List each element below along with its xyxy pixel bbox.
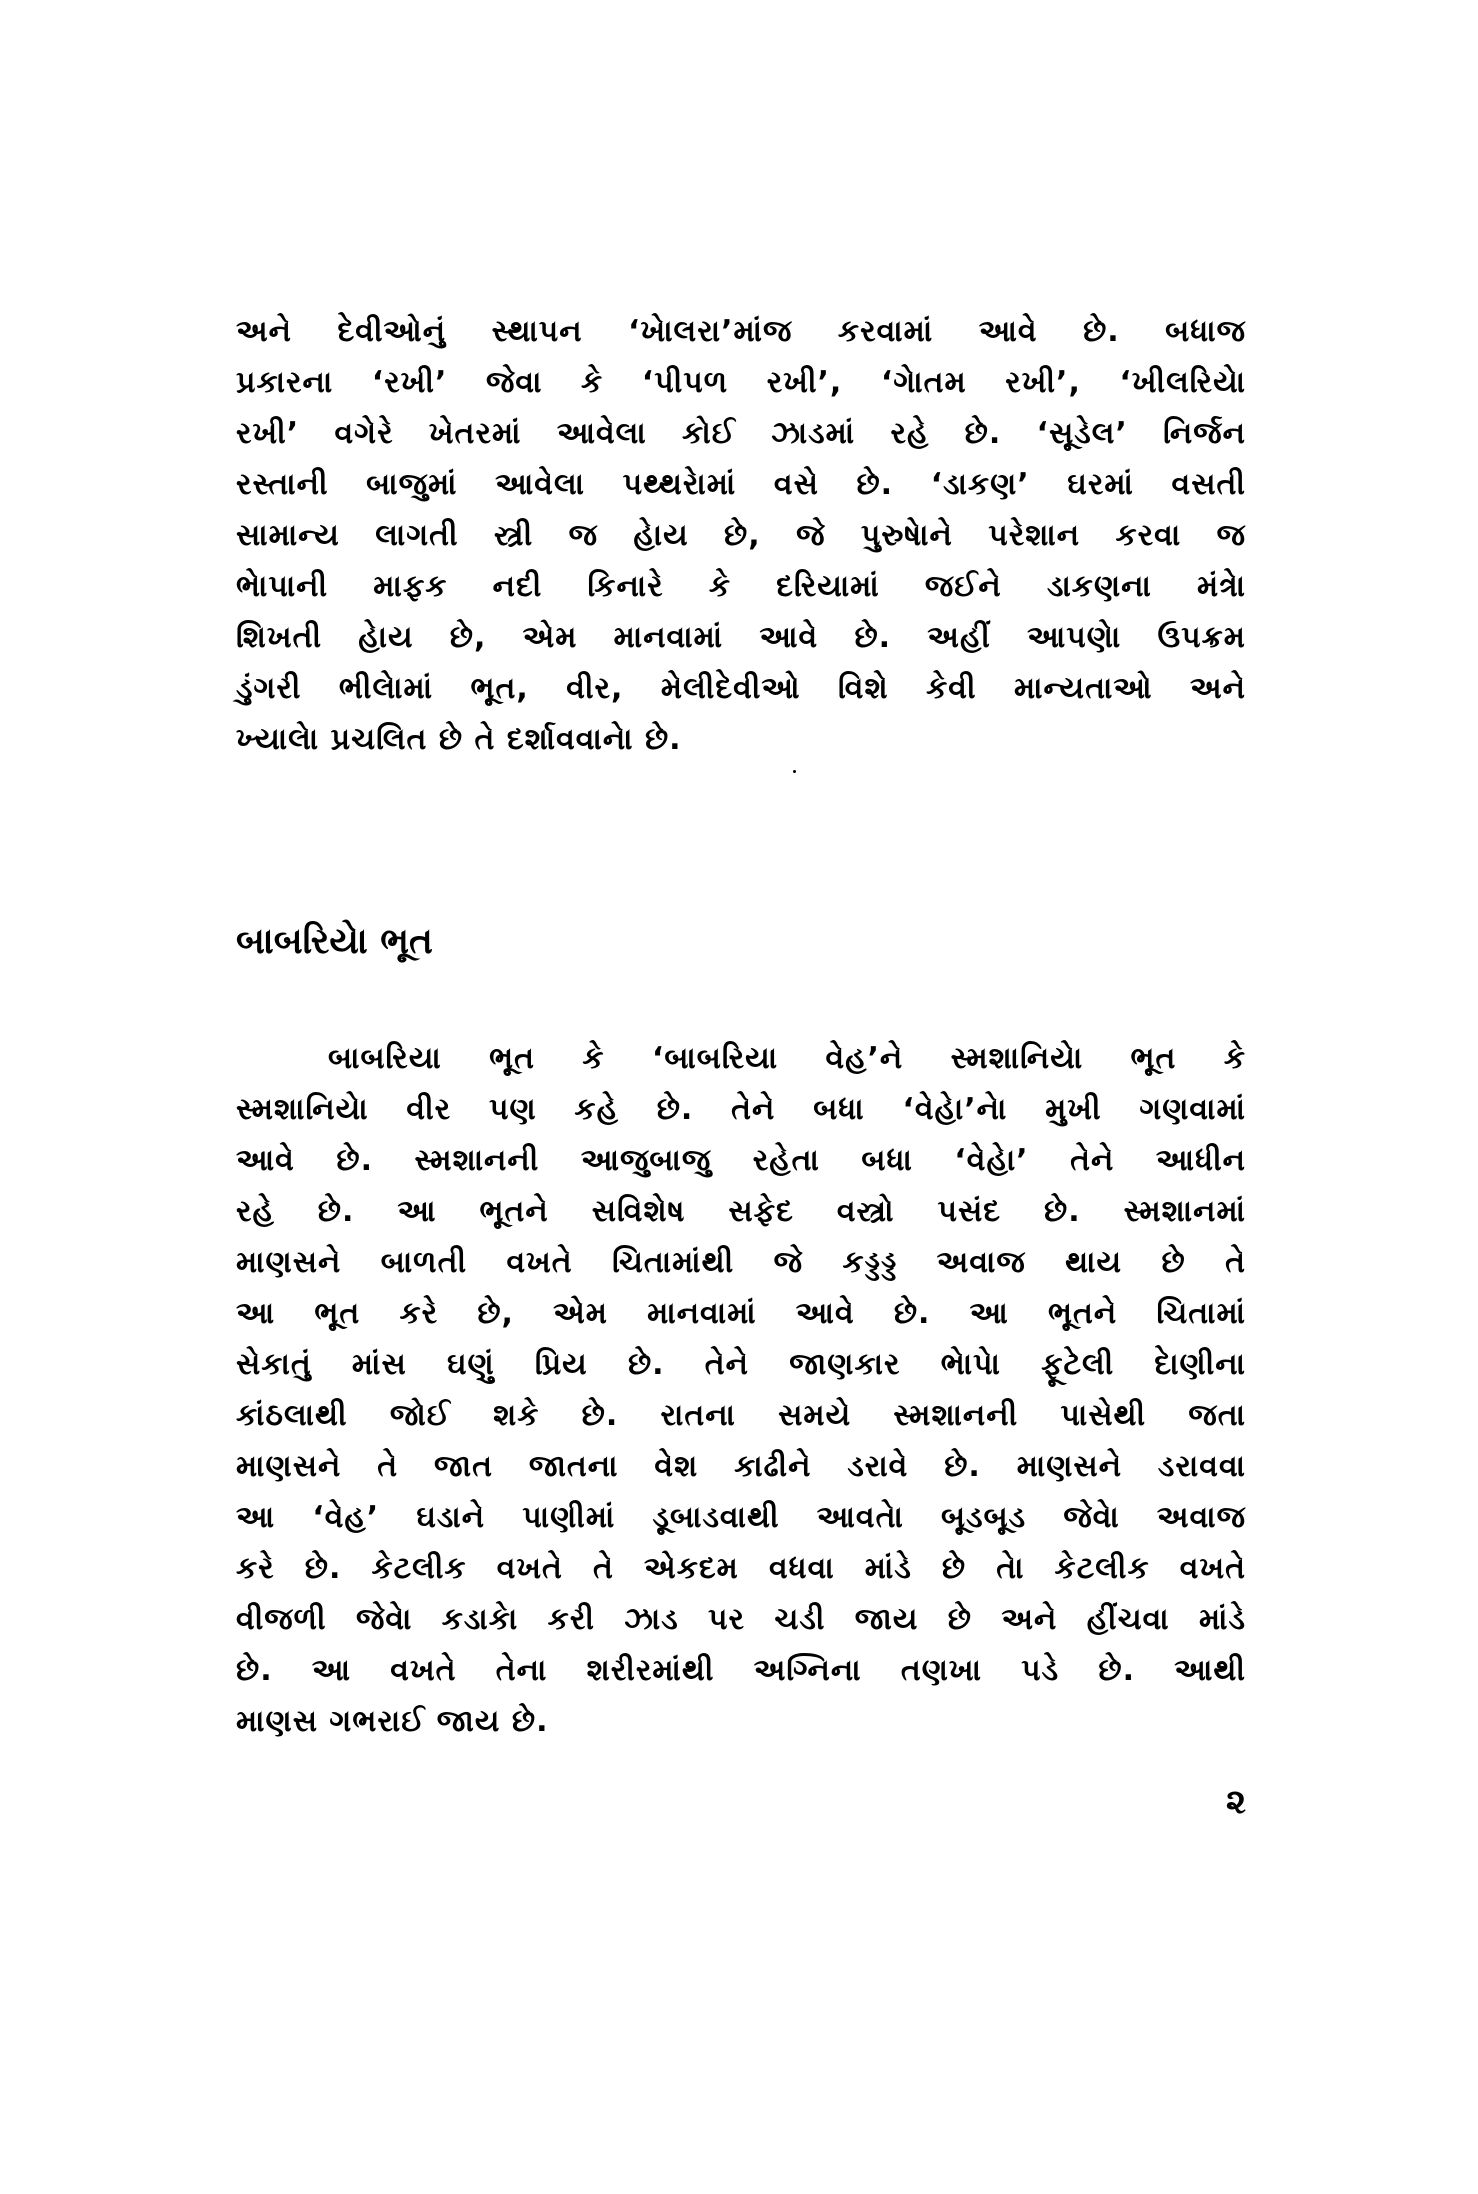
- body-line-8: કાંઠલાથી જોઈ શકે છે. રાતના સમયે સ્મશાનની પાસેથી જતા: [236, 1398, 1246, 1433]
- body-line-14: માણસ ગભરાઈ જાય છે.: [236, 1704, 549, 1739]
- body-line-2: સ્મશાનિયેા વીર પણ કહે છે. તેને બધા ‘વેહેા’નેા મુખી ગણવામાં: [236, 1092, 1246, 1127]
- section-heading: બાબરિયેા ભૂત: [236, 921, 433, 962]
- body-line-10: આ ‘વેહ’ ઘડાને પાણીમાં ડૂબાડવાથી આવતેા બૂડબૂડ જેવેા અવાજ: [236, 1500, 1246, 1535]
- intro-line-8: ડુંગરી ભીલેામાં ભૂત, વીર, મેલીદેવીઓ વિશે કેવી માન્યતાઓ અને: [236, 671, 1246, 706]
- intro-line-1: અને દેવીઓનું સ્થાપન ‘ખેાલરા’માંજ કરવામાં આવે છે. બધાજ: [236, 314, 1246, 349]
- intro-line-9: ખ્યાલેા પ્રચલિત છે તે દર્શાવવાનેા છે.: [236, 722, 682, 757]
- intro-line-3: રખી’ વગેરે ખેતરમાં આવેલા કોઈ ઝાડમાં રહે છે. ‘સૂડેલ’ નિર્જન: [236, 416, 1246, 451]
- body-line-3: આવે છે. સ્મશાનની આજુબાજુ રહેતા બધા ‘વેહેા’ તેને આધીન: [236, 1143, 1246, 1178]
- body-line-6: આ ભૂત કરે છે, એમ માનવામાં આવે છે. આ ભૂતને ચિતામાં: [236, 1296, 1246, 1331]
- body-line-5: માણસને બાળતી વખતે ચિતામાંથી જે કડ્ડડ્ડ અવાજ થાય છે તે: [236, 1245, 1246, 1280]
- body-line-1: બાબરિયા ભૂત કે ‘બાબરિયા વેહ’ને સ્મશાનિયેા ભૂત કે: [328, 1041, 1246, 1076]
- ink-speck: [793, 770, 796, 773]
- intro-line-5: સામાન્ય લાગતી સ્ત્રી જ હેાય છે, જે પુરુષેાને પરેશાન કરવા જ: [236, 518, 1246, 553]
- body-line-11: કરે છે. કેટલીક વખતે તે એકદમ વધવા માંડે છે તેા કેટલીક વખતે: [236, 1551, 1246, 1586]
- intro-line-2: પ્રકારના ‘રખી’ જેવા કે ‘પીપળ રખી’, ‘ગેાતમ રખી’, ‘ખીલરિયેા: [236, 365, 1246, 400]
- body-line-4: રહે છે. આ ભૂતને સવિશેષ સફેદ વસ્ત્રો પસંદ છે. સ્મશાનમાં: [236, 1194, 1246, 1229]
- page-number: ૨: [1226, 1782, 1246, 1822]
- body-line-7: સેકાતું માંસ ઘણું પ્રિય છે. તેને જાણકાર ભેાપેા ફૂટેલી દેાણીના: [236, 1347, 1246, 1382]
- body-line-9: માણસને તે જાત જાતના વેશ કાઢીને ડરાવે છે. માણસને ડરાવવા: [236, 1449, 1246, 1484]
- body-line-12: વીજળી જેવેા કડાકેા કરી ઝાડ પર ચડી જાય છે અને હીંચવા માંડે: [236, 1602, 1246, 1637]
- intro-line-4: રસ્તાની બાજુમાં આવેલા પથ્થરેામાં વસે છે. ‘ડાકણ’ ઘરમાં વસતી: [236, 467, 1246, 502]
- intro-line-6: ભેાપાની માફક નદી કિનારે કે દરિયામાં જઈને ડાકણના મંત્રેા: [236, 569, 1246, 604]
- intro-line-7: શિખતી હેાય છે, એમ માનવામાં આવે છે. અહીં આપણેા ઉપક્રમ: [236, 620, 1246, 655]
- body-line-13: છે. આ વખતે તેના શરીરમાંથી અગ્નિના તણખા પડે છે. આથી: [236, 1653, 1246, 1688]
